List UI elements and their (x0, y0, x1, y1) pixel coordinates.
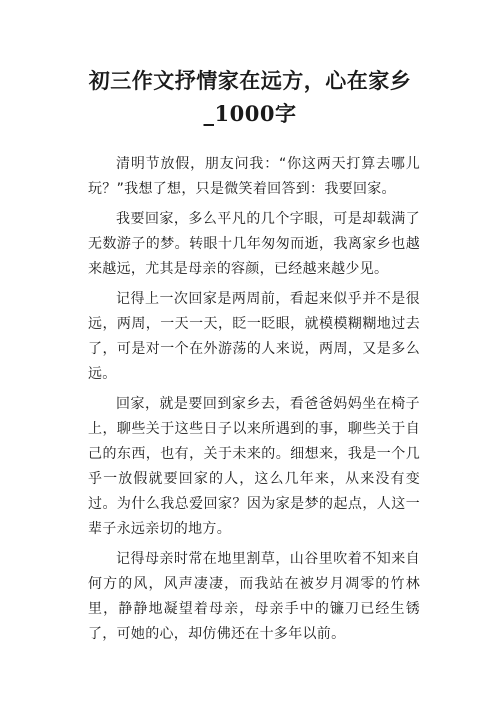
paragraph: 回家，就是要回到家乡去，看爸爸妈妈坐在椅子上，聊些关于这些日子以来所遇到的事，聊些关于自己的东西，也有，关于未来的。细想来，我是一个几乎一放假就要回家的人，这么几年来，从来没有变过。为什么我总爱回家？因为家是梦的起点，人这一辈子永远亲切的地方。 (88, 396, 420, 537)
article-body (88, 152, 420, 652)
article-title: 初三作文抒情家在远方，心在家乡_1000字 (88, 68, 412, 126)
paragraph: 我要回家，多么平凡的几个字眼，可是却载满了无数游子的梦。转眼十几年匆匆而逝，我离家乡也越来越远，尤其是母亲的容颜，已经越来越少见。 (88, 211, 420, 277)
paragraph: 清明节放假，朋友问我：“你这两天打算去哪儿玩？”我想了想，只是微笑着回答到：我要回家。 (88, 156, 420, 197)
paragraph: 记得上一次回家是两周前，看起来似乎并不是很远，两周，一天一天，眨一眨眼，就模模糊糊地过去了，可是对一个在外游荡的人来说，两周，又是多么远。 (88, 291, 420, 382)
paragraph: 记得母亲时常在地里割草，山谷里吹着不知来自何方的风，风声凄凄，而我站在被岁月凋零的竹林里，静静地凝望着母亲，母亲手中的镰刀已经生锈了，可她的心，却仿佛还在十多年以前。 (88, 551, 420, 642)
